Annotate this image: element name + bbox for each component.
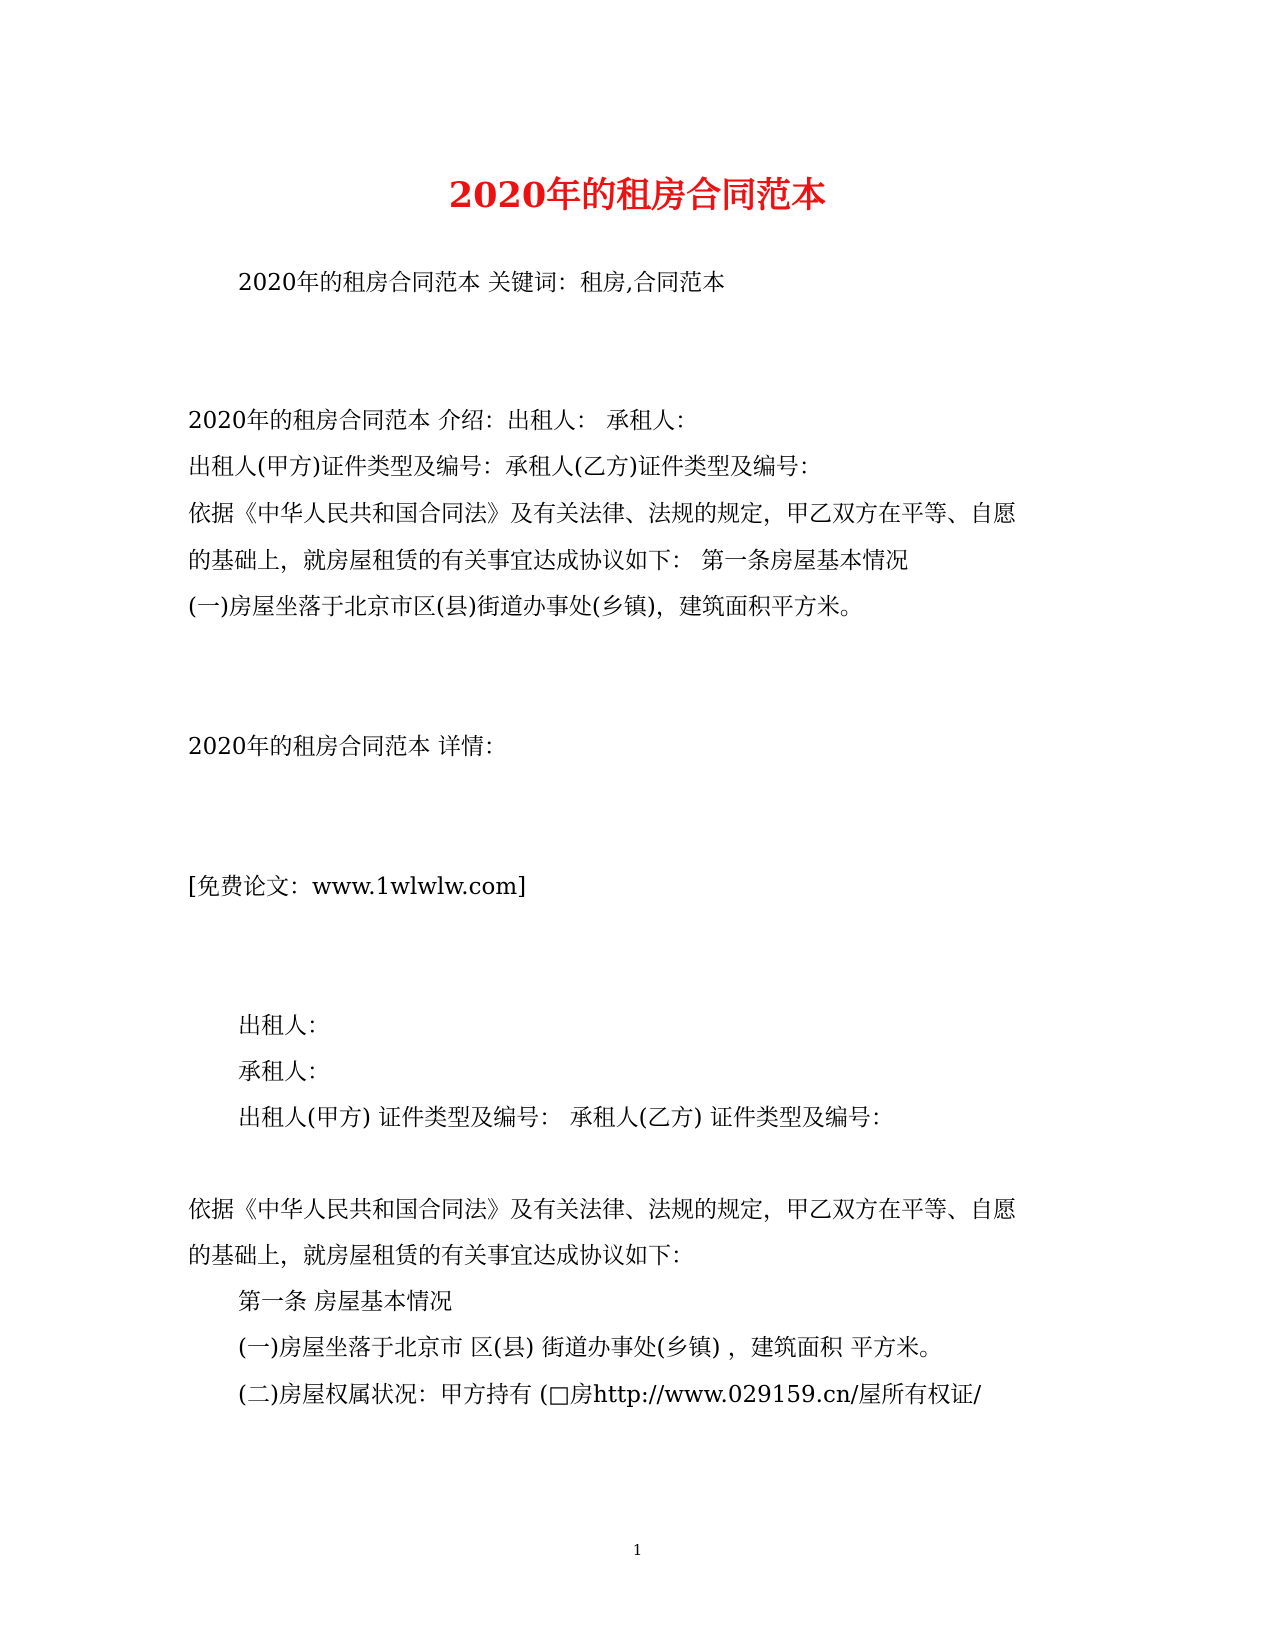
intro-line: (一)房屋坐落于北京市区(县)街道办事处(乡镇)，建筑面积平方米。 bbox=[188, 594, 863, 620]
keywords-line: 2020年的租房合同范本 关键词：租房,合同范本 bbox=[238, 270, 726, 296]
article-heading: 第一条 房屋基本情况 bbox=[238, 1289, 453, 1315]
lessee-line: 承租人： bbox=[238, 1059, 330, 1085]
intro-line: 的基础上，就房屋租赁的有关事宜达成协议如下： 第一条房屋基本情况 bbox=[188, 548, 909, 574]
intro-line: 2020年的租房合同范本 介绍：出租人： 承租人： bbox=[188, 408, 699, 434]
intro-line: 出租人(甲方)证件类型及编号：承租人(乙方)证件类型及编号： bbox=[188, 454, 822, 480]
details-line: 2020年的租房合同范本 详情： bbox=[188, 734, 507, 760]
document-title: 2020年的租房合同范本 bbox=[448, 175, 827, 216]
basis-line: 的基础上，就房屋租赁的有关事宜达成协议如下： bbox=[188, 1243, 694, 1269]
intro-line: 依据《中华人民共和国合同法》及有关法律、法规的规定，甲乙双方在平等、自愿 bbox=[188, 501, 1016, 527]
page-number: 1 bbox=[632, 1541, 643, 1559]
lessor-line: 出租人： bbox=[238, 1013, 330, 1039]
free-paper-link[interactable]: [免费论文：www.1wlwlw.com] bbox=[188, 874, 527, 900]
id-type-line: 出租人(甲方) 证件类型及编号： 承租人(乙方) 证件类型及编号： bbox=[238, 1105, 894, 1131]
article-clause: (二)房屋权属状况：甲方持有 (□房http://www.029159.cn/屋所有权证/ bbox=[238, 1382, 982, 1408]
basis-line: 依据《中华人民共和国合同法》及有关法律、法规的规定，甲乙双方在平等、自愿 bbox=[188, 1197, 1016, 1223]
article-clause: (一)房屋坐落于北京市 区(县) 街道办事处(乡镇) ，建筑面积 平方米。 bbox=[238, 1335, 943, 1361]
